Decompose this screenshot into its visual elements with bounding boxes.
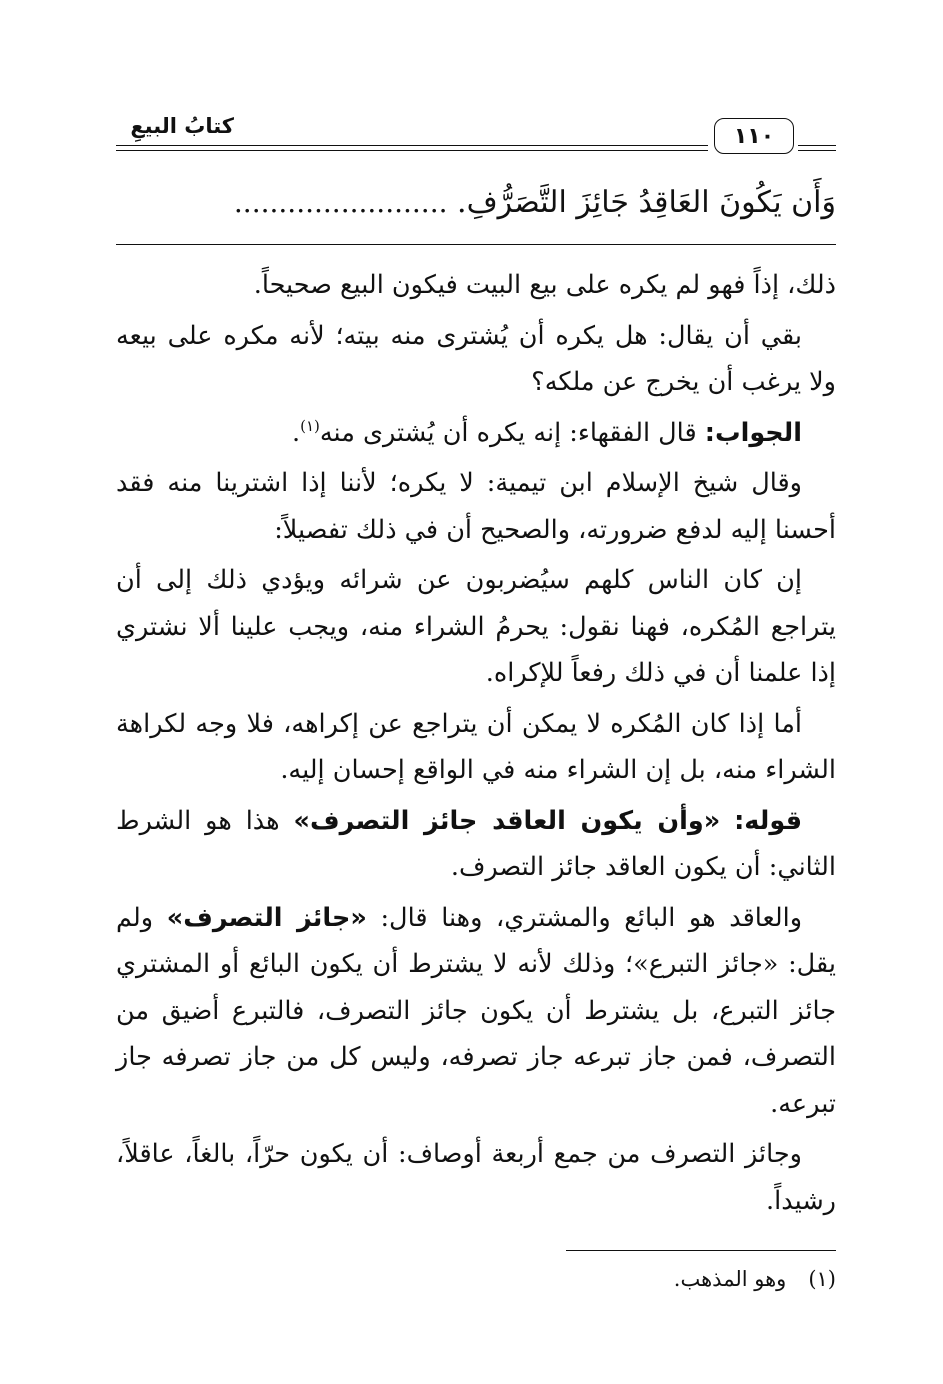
footnote-ref: (١) — [300, 416, 320, 435]
answer-label: الجواب: — [704, 417, 802, 448]
paragraph-8: والعاقد هو البائع والمشتري، وهنا قال: «جائز التصرف» ولم يقل: «جائز التبرع»؛ وذلك لأنه لا يشترط أن يكون البائع أو المشتري جائز التبرع، بل يشترط أن يكون جائز التصرف، فالتبرع أضيق من التصرف، فمن جاز تبرعه جاز تصرفه، وليس كل من جاز تصرفه جاز تبرعه. — [116, 902, 836, 1119]
paragraph-9: وجائز التصرف من جمع أربعة أوصاف: أن يكون حرّاً، بالغاً، عاقلاً، رشيداً. — [116, 1139, 836, 1216]
footnote-divider — [566, 1250, 836, 1251]
paragraph-4: وقال شيخ الإسلام ابن تيمية: لا يكره؛ لأننا إذا اشترينا منه فقد أحسنا إليه لدفع ضرورته، والصحيح أن في ذلك تفصيلاً: — [116, 468, 836, 545]
page-number: ١١٠ — [714, 118, 794, 154]
paragraph-1: ذلك، إذاً فهو لم يكره على بيع البيت فيكون البيع صحيحاً. — [253, 270, 836, 300]
paragraph-5: إن كان الناس كلهم سيُضربون عن شرائه ويؤدي ذلك إلى أن يتراجع المُكره، فهنا نقول: يحرمُ الشراء منه، ويجب علينا ألا نشتري إذا علمنا أن في ذلك رفعاً للإكراه. — [116, 565, 836, 688]
matn-divider — [116, 244, 836, 245]
qawluhu-label: قوله: — [734, 805, 803, 836]
matn-quote: «وأن يكون العاقد جائز التصرف» — [293, 805, 721, 836]
bold-term: «جائز التصرف» — [166, 902, 367, 933]
footnote — [116, 1264, 836, 1294]
footnote-number: (١) — [808, 1267, 836, 1291]
matn-line — [116, 178, 836, 228]
chapter-title: كتابُ البيعِ — [130, 114, 234, 138]
matn-text: وَأَن يَكُونَ العَاقِدُ جَائِزَ التَّصَرُّفِ. — [457, 185, 836, 220]
paragraph-7: قوله: «وأن يكون العاقد جائز التصرف» هذا هو الشرط الثاني: أن يكون العاقد جائز التصرف. — [116, 805, 836, 882]
paragraph-3: الجواب: قال الفقهاء: إنه يكره أن يُشترى منه$^{(١)}$. — [292, 416, 802, 448]
matn-dots: ........................ — [233, 186, 448, 219]
paragraph-6: أما إذا كان المُكره لا يمكن أن يتراجع عن إكراهه، فلا وجه لكراهة الشراء منه، بل إن الشراء منه في الواقع إحسان إليه. — [116, 708, 836, 785]
paragraph-2: بقي أن يقال: هل يكره أن يُشترى منه بيته؛ لأنه مكره على بيعه ولا يرغب أن يخرج عن ملكه؟ — [116, 320, 836, 397]
page-header — [116, 112, 836, 162]
commentary-body — [116, 262, 836, 1228]
footnote-text: وهو المذهب. — [673, 1267, 787, 1291]
